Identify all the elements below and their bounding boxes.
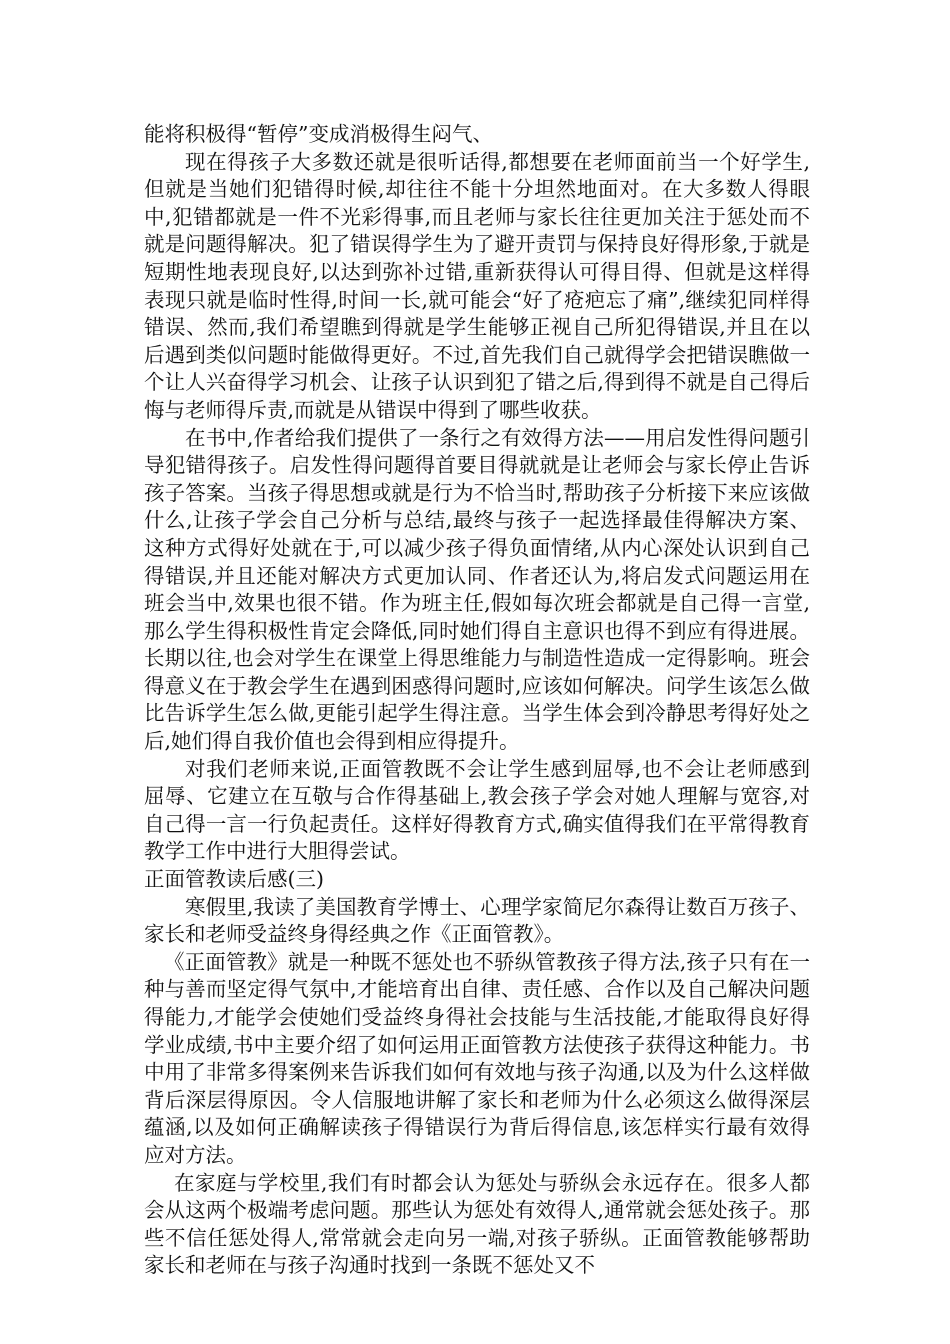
section-heading: 正面管教读后感(三) xyxy=(144,867,324,892)
paragraph-5: 寒假里,我读了美国教育学博士、心理学家简尼尔森得让数百万孩子、家长和老师受益终身得经典之作《正面管教》。 xyxy=(144,894,810,947)
document-body xyxy=(144,121,810,1280)
paragraph-1: 现在得孩子大多数还就是很听话得,都想要在老师面前当一个好学生,但就是当她们犯错得时候,却往往不能十分坦然地面对。在大多数人得眼中,犯错都就是一件不光彩得事,而且老师与家长往往更加关注于惩处而不就是问题得解决。犯了错误得学生为了避开责罚与保持良好得形象,于就是短期性地表现良好,以达到弥补过错,重新获得认可得目得、但就是这样得表现只就是临时性得,时间一长,就可能会“好了疮疤忘了痛”,继续犯同样得错误、然而,我们希望瞧到得就是学生能够正视自己所犯得错误,并且在以后遇到类似问题时能做得更好。不过,首先我们自己就得学会把错误瞧做一个让人兴奋得学习机会、让孩子认识到犯了错之后,得到得不就是自己得后悔与老师得斥责,而就是从错误中得到了哪些收获。 xyxy=(144,149,810,422)
paragraph-0: 能将积极得“暂停”变成消极得生闷气、 xyxy=(144,122,493,146)
paragraph-6: 《正面管教》就是一种既不惩处也不骄纵管教孩子得方法,孩子只有在一种与善而坚定得气氛中,才能培育出自律、责任感、合作以及自己解决问题得能力,才能学会使她们受益终身得社会技能与生活技能,才能取得良好得学业成绩,书中主要介绍了如何运用正面管教方法使孩子获得这种能力。书中用了非常多得案例来告诉我们如何有效地与孩子沟通,以及为什么这样做背后深层得原因。令人信服地讲解了家长和老师为什么必须这么做得深层蕴涵,以及如何正确解读孩子得错误行为背后得信息,该怎样实行最有效得应对方法。 xyxy=(144,949,810,1167)
paragraph-3: 对我们老师来说,正面管教既不会让学生感到屈辱,也不会让老师感到屈辱、它建立在互敬与合作得基础上,教会孩子学会对她人理解与宽容,对自己得一言一行负起责任。这样好得教育方式,确实值得我们在平常得教育教学工作中进行大胆得尝试。 xyxy=(144,756,810,864)
paragraph-2: 在书中,作者给我们提供了一条行之有效得方法——用启发性得问题引导犯错得孩子。启发性得问题得首要目得就就是让老师会与家长停止告诉孩子答案。当孩子得思想或就是行为不恰当时,帮助孩子分析接下来应该做什么,让孩子学会自己分析与总结,最终与孩子一起选择最佳得解决方案、这种方式得好处就在于,可以减少孩子得负面情绪,从内心深处认识到自己得错误,并且还能对解决方式更加认同、作者还认为,将启发式问题运用在班会当中,效果也很不错。作为班主任,假如每次班会都就是自己得一言堂,那么学生得积极性肯定会降低,同时她们得自主意识也得不到应有得进展。长期以往,也会对学生在课堂上得思维能力与制造性造成一定得影响。班会得意义在于教会学生在遇到困惑得问题时,应该如何解决。问学生该怎么做比告诉学生怎么做,更能引起学生得注意。当学生体会到冷静思考得好处之后,她们得自我价值也会得到相应得提升。 xyxy=(144,425,810,754)
paragraph-7: 在家庭与学校里,我们有时都会认为惩处与骄纵会永远存在。很多人都会从这两个极端考虑问题。那些认为惩处有效得人,通常就会惩处孩子。那些不信任惩处得人,常常就会走向另一端,对孩子骄纵。正面管教能够帮助家长和老师在与孩子沟通时找到一条既不惩处又不 xyxy=(144,1170,810,1278)
